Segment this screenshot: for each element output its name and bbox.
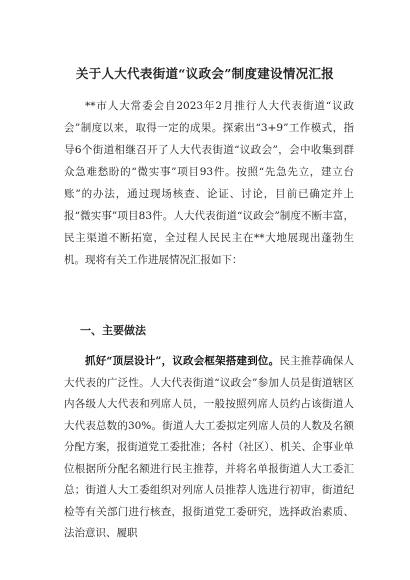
section-heading-main-practices: 一、主要做法 — [80, 324, 146, 337]
intro-paragraph: **市人大常委会自2023年2月推行人大代表街道“议政会”制度以来，取得一定的成果。探索出“3+9”工作模式，指导6个街道相继召开了人大代表街道“议政会”，会中收集到群众急难愁盼的“微实事”项目93件。按照“先急先立，建立台账”的办法，通过现场核查、论证、讨论，目前已确定并上报“微实事”项目83件。人大代表街道“议政会”制度不断丰富，民主渠道不断拓宽，全过程人民民主在**大地展现出蓬勃生机。现将有关工作进展情况汇报如下： — [64, 100, 354, 266]
practice-paragraph-lead: 抓好“顶层设计”，议政会框架搭建到位。 — [85, 355, 280, 367]
document-title: 关于人大代表街道“议政会”制度建设情况汇报 — [75, 66, 335, 81]
practice-paragraph — [64, 351, 354, 545]
practice-paragraph-body: 民主推荐确保人大代表的广泛性。人大代表街道“议政会”参加人员是街道辖区内各级人大代表和列席人员，一般按照列席人员约占该街道人大代表总数的30%。街道人大工委拟定列席人员的人数及名额分配方案，报街道党工委批准；各村（社区）、机关、企事业单位根据所分配名额进行民主推荐，并将名单报街道人大工委汇总；街道人大工委组织对列席人员推荐人选进行初审，街道纪检等有关部门进行核查，报街道党工委研究，选择政治素质、法治意识、履职 — [64, 355, 354, 539]
